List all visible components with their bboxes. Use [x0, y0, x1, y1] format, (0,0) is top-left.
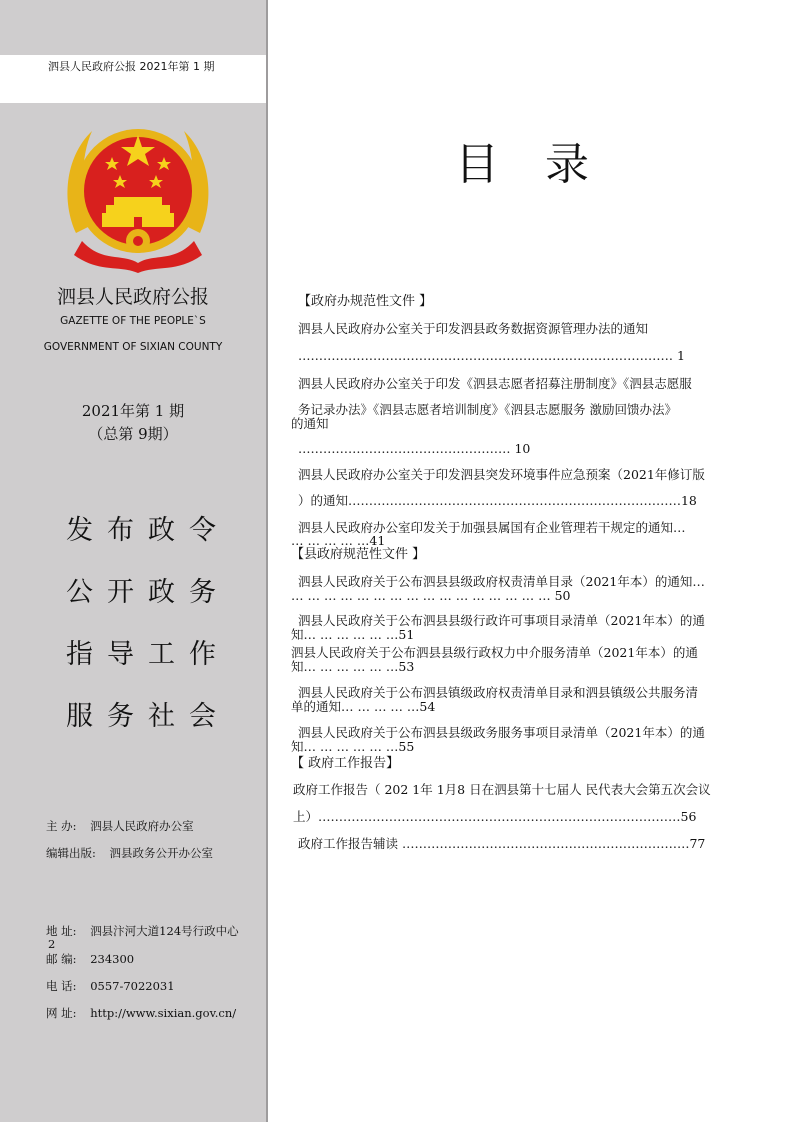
toc-entry: 务记录办法》《泗县志愿者培训制度》《泗县志愿服务 激励回馈办法》 — [298, 402, 677, 417]
gazette-name-cn: 泗县人民政府公报 — [56, 286, 209, 308]
toc-entry: 泗县人民政府办公室印发关于加强县属国有企业管理若干规定的通知… — [298, 520, 686, 535]
toc-section-head: 【 政府工作报告】 — [291, 756, 400, 771]
slogan-2: 公开政务 — [66, 577, 230, 608]
web-row — [46, 1005, 236, 1021]
slogan-1: 发布政令 — [66, 515, 230, 546]
editor-row — [46, 845, 213, 861]
toc-leader: …………………………………………… 10 — [298, 441, 531, 456]
toc-entry: 的通知 — [291, 416, 329, 431]
phone-label: 电 话: — [46, 979, 77, 993]
address-row — [46, 923, 239, 939]
issue-header: 泗县人民政府公报 2021年第 1 期 — [48, 60, 215, 73]
toc-entry: 政府工作报告辅读 ……………………………………………………………77 — [298, 836, 706, 851]
national-emblem-icon — [62, 113, 214, 273]
toc-entry: ）的通知…………..…………………………………………………………18 — [298, 493, 697, 508]
toc-entry: 知… … … … … …51 — [291, 627, 415, 642]
web-label: 网 址: — [46, 1006, 77, 1020]
toc-leader: … … … … … … … … … … … … … … … … 50 — [291, 588, 571, 603]
toc-section-head: 【政府办规范性文件 】 — [298, 294, 433, 309]
sponsor-label: 主 办: — [46, 819, 77, 833]
toc-section-head: 【县政府规范性文件 】 — [291, 547, 426, 562]
editor-value: 泗县政务公开办公室 — [109, 846, 214, 860]
toc-entry: 泗县人民政府关于公布泗县县级政务服务事项目录清单（2021年本）的通 — [298, 725, 705, 740]
toc-leader: … … … … …41 — [291, 533, 386, 548]
gazette-name-en-line1: GAZETTE OF THE PEOPLE`S — [60, 315, 206, 327]
toc-entry: 泗县人民政府办公室关于印发泗县突发环境事件应急预案（2021年修订版 — [298, 467, 705, 482]
toc-entry: 政府工作报告（ 202 1年 1月8 日在泗县第十七届人 民代表大会第五次会议 — [293, 782, 711, 797]
toc-title: 目录 — [455, 139, 635, 190]
slogan-3: 指导工作 — [66, 639, 230, 670]
toc-entry: 泗县人民政府关于公布泗县镇级政府权责清单目录和泗县镇级公共服务清 — [298, 685, 699, 700]
editor-label: 编辑出版: — [46, 846, 96, 860]
toc-leader: ……………………………………………………………………………… 1 — [298, 348, 685, 363]
issue-total: （总第 9期） — [88, 425, 178, 443]
postcode-row — [46, 951, 134, 967]
postcode-value: 234300 — [90, 952, 135, 966]
toc-entry: 单的通知… … … … …54 — [291, 699, 436, 714]
phone-value: 0557-7022031 — [90, 979, 175, 993]
sponsor-row — [46, 818, 194, 834]
phone-row — [46, 978, 175, 994]
slogan-4: 服务社会 — [66, 701, 230, 732]
toc-entry: 泗县人民政府办公室关于印发《泗县志愿者招募注册制度》《泗县志愿服 — [298, 376, 692, 391]
toc-entry: 泗县人民政府关于公布泗县县级政府权责清单目录（2021年本）的通知… — [298, 574, 705, 589]
toc-entry: 泗县人民政府关于公布泗县县级行政许可事项目录清单（2021年本）的通 — [298, 613, 705, 628]
toc-entry: 泗县人民政府关于公布泗县县级行政权力中介服务清单（2021年本）的通 — [291, 645, 698, 660]
web-value: http://www.sixian.gov.cn/ — [90, 1006, 237, 1020]
address-value: 泗县汴河大道124号行政中心 — [90, 924, 239, 938]
postcode-label: 邮 编: — [46, 952, 77, 966]
toc-entry: 上）……………………………………………………………………………56 — [293, 809, 697, 824]
toc-entry: 泗县人民政府办公室关于印发泗县政务数据资源管理办法的通知 — [298, 321, 649, 336]
address-extra: 2 — [48, 937, 56, 951]
address-label: 地 址: — [46, 924, 77, 938]
gazette-name-en-line2: GOVERNMENT OF SIXIAN COUNTY — [43, 341, 223, 353]
toc-entry: 知… … … … … …55 — [291, 739, 415, 754]
issue-number: 2021年第 1 期 — [81, 402, 185, 420]
sponsor-value: 泗县人民政府办公室 — [90, 819, 194, 833]
toc-entry: 知… … … … … …53 — [291, 659, 415, 674]
